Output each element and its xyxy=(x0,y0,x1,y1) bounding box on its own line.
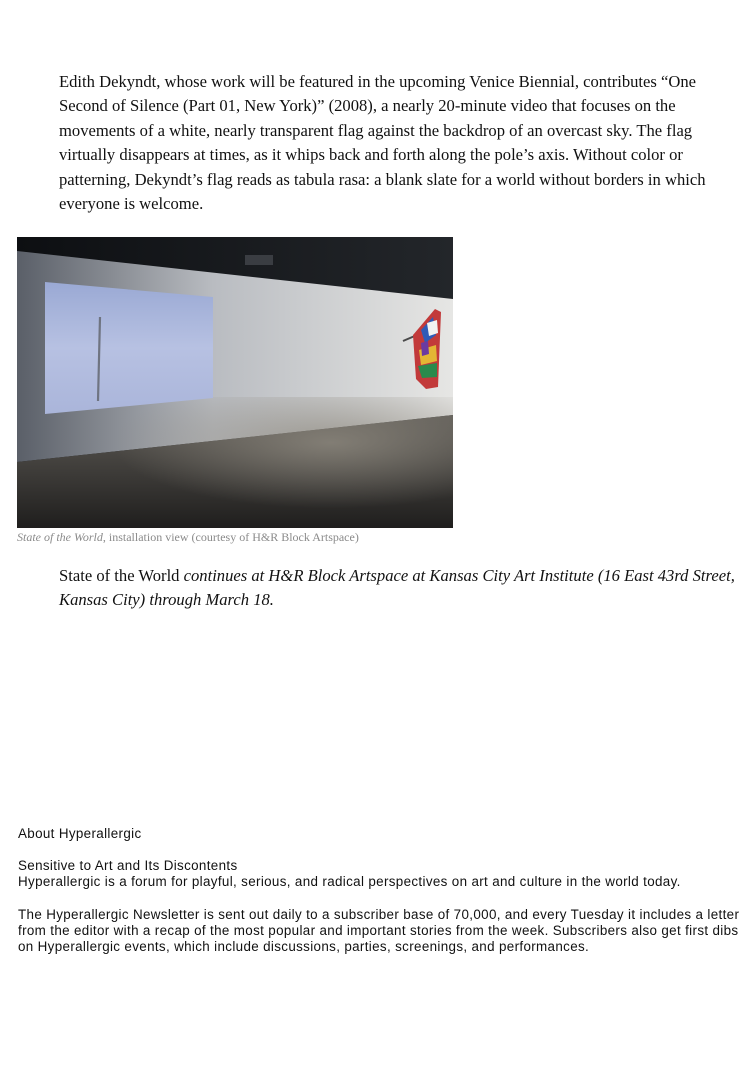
spacer xyxy=(18,891,743,907)
about-tagline: Sensitive to Art and Its Discontents xyxy=(18,858,238,874)
caption-title: State of the World xyxy=(17,530,103,544)
exhibition-info xyxy=(59,564,749,613)
installation-image xyxy=(17,237,453,528)
spacer xyxy=(18,842,743,858)
image-caption xyxy=(17,529,359,545)
about-description: Hyperallergic is a forum for playful, serious, and radical perspectives on art and culture in the world today. xyxy=(18,874,681,890)
article-paragraph: Edith Dekyndt, whose work will be featured in the upcoming Venice Biennial, contributes “One Second of Silence (Part 01, New York)” (2008), a nearly 20-minute video that focuses on the movements of a white, nearly transparent flag against the backdrop of an overcast sky. The flag virtually disappears at times, as it whips back and forth along the pole’s axis. Without color or patterning, Dekyndt’s flag reads as tabula rasa: a blank slate for a world without borders in which everyone is welcome. xyxy=(59,72,706,214)
about-section xyxy=(18,826,743,955)
about-heading: About Hyperallergic xyxy=(18,826,142,841)
newsletter-description: The Hyperallergic Newsletter is sent out daily to a subscriber base of 70,000, and every Tuesday it includes a letter from the editor with a recap of the most popular and important stories from the week. Subscribers also get first dibs on Hyperallergic events, which include discussions, parties, screenings, and performances. xyxy=(18,906,740,955)
caption-text: , installation view (courtesy of H&R Block Artspace) xyxy=(102,530,359,544)
exhibition-title: State of the World xyxy=(59,566,180,585)
exhibition-details: continues at H&R Block Artspace at Kansas City Art Institute (16 East 43rd Street, Kansas City) through March 18. xyxy=(59,566,735,610)
installation-photo xyxy=(17,237,453,528)
